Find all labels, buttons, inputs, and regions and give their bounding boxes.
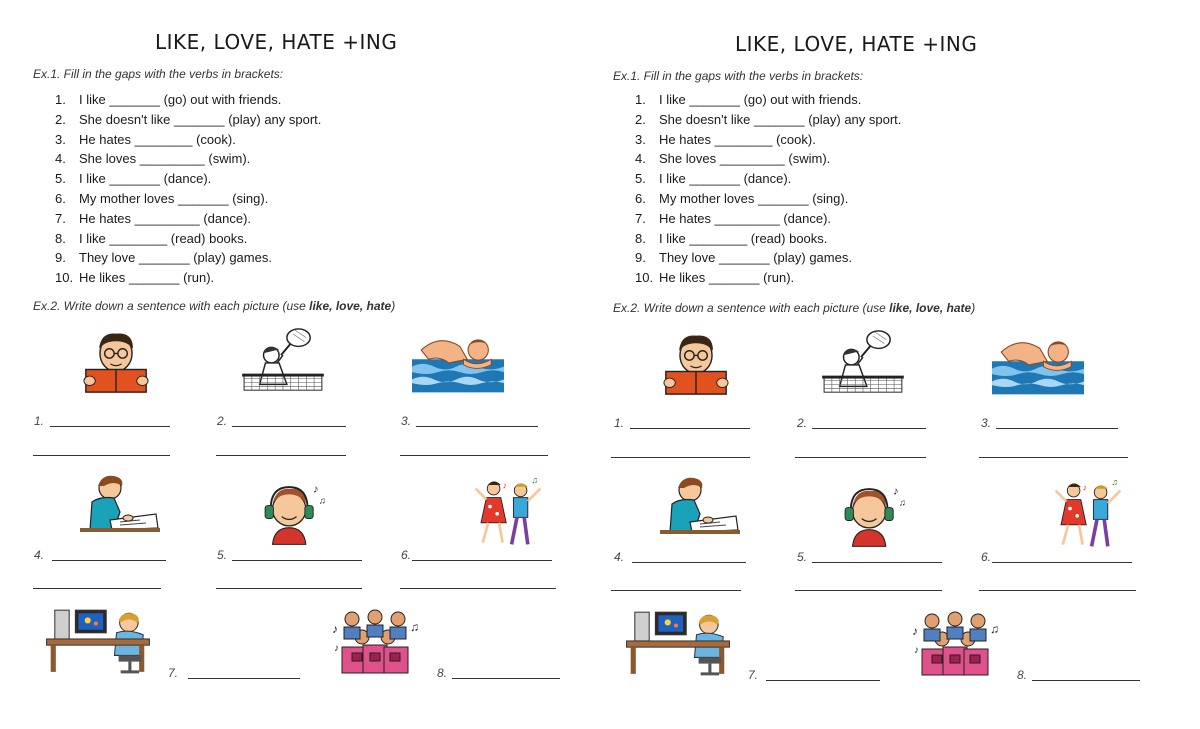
answer-line[interactable] bbox=[412, 560, 552, 561]
answer-line[interactable] bbox=[33, 588, 161, 589]
boy-computer-icon bbox=[46, 604, 150, 676]
exercise-1-instruction: Ex.1. Fill in the gaps with the verbs in brackets: bbox=[613, 69, 864, 83]
answer-label-1: 1. bbox=[614, 416, 625, 430]
list-item: 3. He hates ________ (cook). bbox=[55, 131, 236, 147]
swimmer-icon bbox=[412, 330, 504, 394]
exercise-2-instruction: Ex.2. Write down a sentence with each picture (use like, love, hate) bbox=[33, 299, 396, 313]
answer-line[interactable] bbox=[188, 678, 300, 679]
answer-line[interactable] bbox=[33, 455, 170, 456]
list-item: 10. He likes _______ (run). bbox=[635, 270, 795, 286]
answer-label-2: 2. bbox=[217, 414, 228, 428]
boy-writing-icon bbox=[660, 474, 740, 534]
answer-line[interactable] bbox=[992, 562, 1132, 563]
worksheet-title: LIKE, LOVE, HATE +ING bbox=[735, 32, 978, 56]
boy-reading-icon bbox=[78, 328, 154, 394]
answer-label-4: 4. bbox=[614, 550, 625, 564]
answer-line[interactable] bbox=[216, 455, 346, 456]
list-item: 3. He hates ________ (cook). bbox=[635, 131, 816, 147]
choir-singing-icon bbox=[910, 608, 1000, 680]
tennis-player-icon bbox=[816, 328, 908, 398]
list-item: 9. They love _______ (play) games. bbox=[55, 250, 272, 266]
boy-computer-icon bbox=[626, 606, 730, 678]
choir-singing-icon bbox=[330, 606, 420, 678]
boy-headphones-icon bbox=[834, 480, 908, 548]
answer-label-3: 3. bbox=[981, 416, 992, 430]
answer-line[interactable] bbox=[979, 457, 1128, 458]
answer-label-4: 4. bbox=[34, 548, 45, 562]
tennis-player-icon bbox=[236, 326, 328, 396]
answer-line[interactable] bbox=[400, 588, 556, 589]
list-item: 2. She doesn't like _______ (play) any sport. bbox=[55, 111, 322, 127]
boy-writing-icon bbox=[80, 472, 160, 532]
list-item: 2. She doesn't like _______ (play) any sport. bbox=[635, 111, 902, 127]
answer-line[interactable] bbox=[216, 588, 362, 589]
answer-label-6: 6. bbox=[401, 548, 412, 562]
exercise-2-instruction: Ex.2. Write down a sentence with each picture (use like, love, hate) bbox=[613, 301, 976, 315]
list-item: 7. He hates _________ (dance). bbox=[635, 210, 832, 226]
worksheet-title: LIKE, LOVE, HATE +ING bbox=[155, 30, 398, 54]
list-item: 1. I like _______ (go) out with friends. bbox=[55, 92, 282, 107]
answer-line[interactable] bbox=[50, 426, 170, 427]
answer-line[interactable] bbox=[52, 560, 166, 561]
answer-label-1: 1. bbox=[34, 414, 45, 428]
answer-line[interactable] bbox=[812, 428, 926, 429]
list-item: 4. She loves _________ (swim). bbox=[635, 151, 831, 167]
answer-label-8: 8. bbox=[1017, 668, 1028, 682]
swimmer-icon bbox=[992, 332, 1084, 396]
answer-line[interactable] bbox=[979, 590, 1136, 591]
boy-reading-icon bbox=[658, 330, 734, 396]
couple-dancing-icon bbox=[470, 476, 546, 548]
answer-label-6: 6. bbox=[981, 550, 992, 564]
answer-line[interactable] bbox=[611, 590, 741, 591]
list-item: 7. He hates _________ (dance). bbox=[55, 210, 252, 226]
answer-line[interactable] bbox=[452, 678, 560, 679]
list-item: 1. I like _______ (go) out with friends. bbox=[635, 92, 862, 107]
answer-label-3: 3. bbox=[401, 414, 412, 428]
answer-line[interactable] bbox=[232, 560, 362, 561]
list-item: 9. They love _______ (play) games. bbox=[635, 250, 852, 266]
answer-label-7: 7. bbox=[168, 666, 179, 680]
list-item: 8. I like ________ (read) books. bbox=[635, 230, 828, 246]
list-item: 6. My mother loves _______ (sing). bbox=[635, 190, 849, 206]
list-item: 5. I like _______ (dance). bbox=[55, 171, 212, 187]
answer-line[interactable] bbox=[1032, 680, 1140, 681]
answer-line[interactable] bbox=[611, 457, 750, 458]
answer-line[interactable] bbox=[632, 562, 746, 563]
list-item: 10. He likes _______ (run). bbox=[55, 270, 215, 286]
answer-line[interactable] bbox=[795, 457, 926, 458]
exercise-1-instruction: Ex.1. Fill in the gaps with the verbs in brackets: bbox=[33, 67, 284, 81]
worksheet-right bbox=[580, 0, 1160, 729]
answer-line[interactable] bbox=[400, 455, 548, 456]
couple-dancing-icon bbox=[1050, 478, 1126, 550]
answer-label-8: 8. bbox=[437, 666, 448, 680]
answer-line[interactable] bbox=[630, 428, 750, 429]
answer-label-5: 5. bbox=[797, 550, 808, 564]
answer-line[interactable] bbox=[416, 426, 538, 427]
answer-line[interactable] bbox=[996, 428, 1118, 429]
boy-headphones-icon bbox=[254, 478, 328, 546]
answer-line[interactable] bbox=[232, 426, 346, 427]
answer-label-2: 2. bbox=[797, 416, 808, 430]
answer-label-5: 5. bbox=[217, 548, 228, 562]
answer-line[interactable] bbox=[812, 562, 942, 563]
list-item: 5. I like _______ (dance). bbox=[635, 171, 792, 187]
answer-label-7: 7. bbox=[748, 668, 759, 682]
list-item: 4. She loves _________ (swim). bbox=[55, 151, 251, 167]
answer-line[interactable] bbox=[766, 680, 880, 681]
exercise-1-list bbox=[635, 90, 901, 288]
exercise-1-list bbox=[55, 90, 321, 288]
list-item: 8. I like ________ (read) books. bbox=[55, 230, 248, 246]
worksheet-left bbox=[0, 0, 580, 729]
list-item: 6. My mother loves _______ (sing). bbox=[55, 190, 269, 206]
answer-line[interactable] bbox=[795, 590, 942, 591]
